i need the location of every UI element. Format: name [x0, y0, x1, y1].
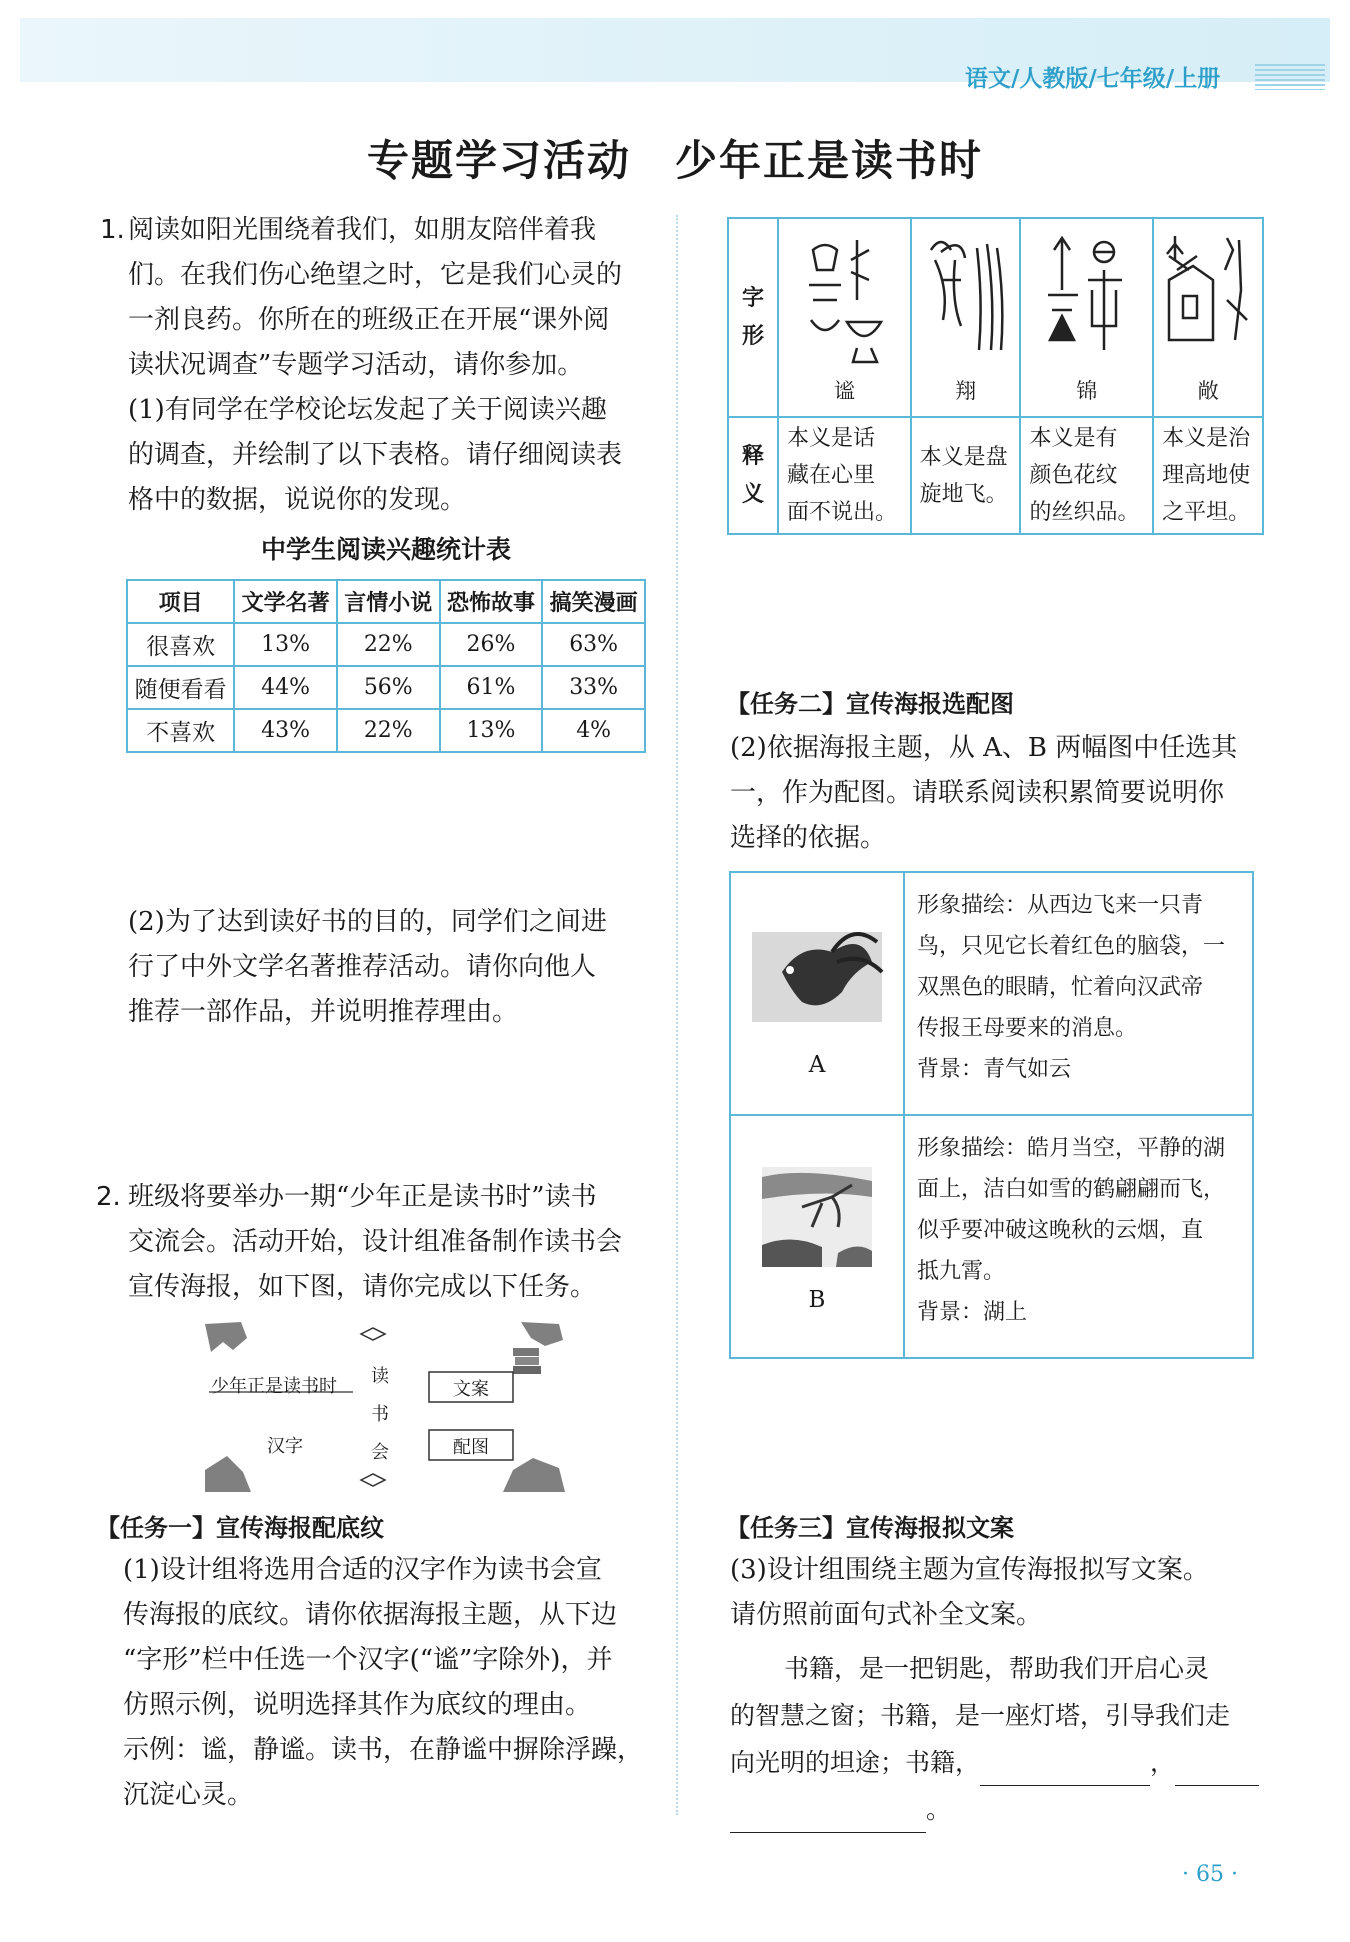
table-cell: 44% [234, 666, 337, 709]
poster-box-wenan: 文案 [453, 1379, 489, 1400]
corner-foliage [205, 1322, 247, 1352]
corner-foliage [521, 1322, 563, 1346]
corner-foliage [205, 1456, 251, 1492]
image-options-table [729, 871, 1254, 1359]
row-head-char: 义 [741, 481, 764, 507]
task1-heading: 【任务一】宣传海报配底纹 [96, 1514, 384, 1542]
glyph-char: 敞 [1197, 379, 1219, 403]
breadcrumb: 语文/人教版/七年级/上册 [965, 66, 1221, 92]
definition-line: 本义是治 [1162, 426, 1251, 451]
table-cell: 61% [440, 666, 543, 709]
open-book-icon [361, 1328, 385, 1340]
table-title: 中学生阅读兴趣统计表 [260, 535, 511, 564]
book-stack-icon [515, 1357, 539, 1365]
task1-line: 示例：谧，静谧。读书，在静谧中摒除浮躁， [123, 1735, 644, 1765]
task3-example [730, 1645, 1270, 1833]
glyph-row [728, 218, 1263, 417]
glyph-char: 翔 [955, 379, 977, 403]
poster-diagram [203, 1320, 565, 1495]
row-label: 很喜欢 [127, 623, 234, 666]
table-header-row [127, 580, 645, 623]
table-header-cell: 言情小说 [337, 580, 440, 623]
option-line: 背景：青气如云 [917, 1057, 1072, 1082]
task1-line: (1)设计组将选用合适的汉字作为读书会宣 [123, 1555, 602, 1585]
glyph-table [727, 217, 1264, 535]
task3-fill-line [730, 1739, 1270, 1786]
fill-period: 。 [926, 1795, 952, 1824]
task1-line: “字形”栏中任选一个汉字(“谧”字除外)，并 [123, 1645, 613, 1675]
definition-line: 理高地使 [1162, 463, 1251, 488]
task3-example-line: 书籍，是一把钥匙，帮助我们开启心灵 [784, 1654, 1210, 1683]
option-line: 抵九霄。 [917, 1259, 1006, 1284]
row-head-char: 释 [741, 443, 764, 469]
option-description [904, 1115, 1253, 1358]
task3-line: 请仿照前面句式补全文案。 [730, 1600, 1043, 1630]
table-cell: 4% [542, 709, 645, 752]
fill-comma: ， [1150, 1748, 1176, 1777]
header-stripes [1255, 64, 1325, 90]
q2-number: 2. [96, 1182, 121, 1212]
q1-p2-line: 推荐一部作品，并说明推荐理由。 [128, 997, 519, 1027]
poster-vertical-char: 读 [371, 1366, 389, 1387]
definition-line: 的丝织品。 [1029, 500, 1140, 525]
definition-line: 藏在心里 [787, 463, 876, 488]
option-row-a [730, 872, 1253, 1115]
glyph-row-head [728, 218, 778, 417]
poster-left-title: 少年正是读书时 [211, 1376, 337, 1397]
q1-p2-line: (2)为了达到读好书的目的，同学们之间进 [128, 907, 607, 937]
definition-line: 本义是话 [787, 426, 876, 451]
task1-line: 传海报的底纹。请你依据海报主题，从下边 [123, 1600, 618, 1630]
seal-glyph-mi [799, 230, 889, 370]
glyph-cell-jin [1020, 218, 1153, 417]
seal-glyph-jin [1042, 230, 1132, 370]
table-cell: 43% [234, 709, 337, 752]
corner-foliage [503, 1458, 565, 1492]
option-image-cell [730, 872, 904, 1115]
option-line: 双黑色的眼睛，忙着向汉武帝 [917, 975, 1204, 1000]
seal-glyph-xiang [921, 230, 1011, 370]
table-row [127, 623, 645, 666]
q2-intro-line: 宣传海报，如下图，请你完成以下任务。 [128, 1272, 597, 1302]
poster-vertical-char: 会 [371, 1442, 389, 1463]
definition-line: 面不说出。 [787, 500, 898, 525]
option-description [904, 872, 1253, 1115]
column-divider [676, 215, 678, 1815]
q2-intro-line: 班级将要举办一期“少年正是读书时”读书 [128, 1182, 597, 1212]
table-cell: 22% [337, 709, 440, 752]
definition-cell [778, 417, 911, 534]
answer-blank[interactable] [730, 1802, 926, 1833]
table-header-cell: 恐怖故事 [440, 580, 543, 623]
task3-heading: 【任务三】宣传海报拟文案 [726, 1514, 1014, 1542]
row-label: 不喜欢 [127, 709, 234, 752]
table-row [127, 709, 645, 752]
poster-box-peitu: 配图 [453, 1437, 489, 1458]
q1-p1-line: (1)有同学在学校论坛发起了关于阅读兴趣 [128, 395, 607, 425]
page-number: · 65 · [1182, 1862, 1238, 1887]
option-label: B [808, 1287, 826, 1313]
poster-vertical-char: 书 [371, 1404, 389, 1425]
bluebird-image [742, 902, 892, 1052]
option-line: 形象描绘：从西边飞来一只青 [917, 893, 1204, 918]
interest-table [126, 579, 646, 753]
task3-body [730, 1548, 1275, 1638]
definition-line: 本义是有 [1029, 426, 1118, 451]
seal-glyph-chang [1163, 230, 1253, 370]
option-line: 似乎要冲破这晚秋的云烟，直 [917, 1218, 1204, 1243]
glyph-cell-chang [1153, 218, 1263, 417]
q1-number: 1. [100, 215, 125, 245]
q1-intro-line: 们。在我们伤心绝望之时，它是我们心灵的 [128, 260, 623, 290]
q1-intro [128, 208, 668, 523]
task2-heading: 【任务二】宣传海报选配图 [726, 690, 1014, 718]
open-book-icon [361, 1474, 385, 1486]
option-row-b [730, 1115, 1253, 1358]
table-header-cell: 搞笑漫画 [542, 580, 645, 623]
definition-row [728, 417, 1263, 534]
definition-row-head [728, 417, 778, 534]
option-line: 传报王母要来的消息。 [917, 1016, 1138, 1041]
task1-line: 沉淀心灵。 [123, 1780, 254, 1810]
answer-blank[interactable] [1175, 1755, 1259, 1786]
option-line: 背景：湖上 [917, 1300, 1028, 1325]
book-stack-icon [513, 1348, 539, 1356]
table-cell: 22% [337, 623, 440, 666]
definition-line: 之平坦。 [1162, 500, 1251, 525]
q2-intro [128, 1175, 668, 1310]
option-line: 鸟，只见它长着红色的脑袋，一 [917, 934, 1226, 959]
table-cell: 56% [337, 666, 440, 709]
fill-prefix: 向光明的坦途；书籍， [730, 1748, 981, 1777]
task2-line: 一，作为配图。请联系阅读积累简要说明你 [730, 778, 1225, 808]
row-head-char: 字 [741, 285, 764, 311]
table-header-cell: 文学名著 [234, 580, 337, 623]
page-title: 专题学习活动 少年正是读书时 [366, 136, 983, 185]
task3-line: (3)设计组围绕主题为宣传海报拟写文案。 [730, 1555, 1209, 1585]
q1-p2-line: 行了中外文学名著推荐活动。请你向他人 [128, 952, 597, 982]
row-head-char: 形 [741, 323, 764, 349]
q1-p1-line: 格中的数据，说说你的发现。 [128, 485, 467, 515]
option-line: 形象描绘：皓月当空，平静的湖 [917, 1136, 1226, 1161]
glyph-cell-mi [778, 218, 911, 417]
definition-line: 颜色花纹 [1029, 463, 1118, 488]
q1-p2 [128, 900, 668, 1035]
glyph-char: 锦 [1076, 379, 1098, 403]
option-line: 面上，洁白如雪的鹤翩翩而飞， [917, 1177, 1226, 1202]
q1-intro-line: 阅读如阳光围绕着我们，如朋友陪伴着我 [128, 215, 597, 245]
task1-body [123, 1548, 668, 1818]
book-stack-icon [513, 1366, 541, 1374]
task1-line: 仿照示例，说明选择其作为底纹的理由。 [123, 1690, 592, 1720]
table-cell: 63% [542, 623, 645, 666]
crane-image [742, 1137, 892, 1287]
table-cell: 26% [440, 623, 543, 666]
q1-p1-line: 的调查，并绘制了以下表格。请仔细阅读表 [128, 440, 623, 470]
glyph-char: 谧 [833, 379, 855, 403]
q1-intro-line: 一剂良药。你所在的班级正在开展“课外阅 [128, 305, 610, 335]
row-label: 随便看看 [127, 666, 234, 709]
table-cell: 33% [542, 666, 645, 709]
glyph-cell-xiang [911, 218, 1021, 417]
definition-line: 本义是盘 [919, 444, 1008, 470]
answer-blank[interactable] [980, 1755, 1150, 1786]
table-cell: 13% [234, 623, 337, 666]
table-cell: 13% [440, 709, 543, 752]
task2-body [730, 726, 1270, 861]
task3-example-line: 的智慧之窗；书籍，是一座灯塔，引导我们走 [730, 1701, 1231, 1730]
definition-cell [1153, 417, 1263, 534]
table-header-cell: 项目 [127, 580, 234, 623]
poster-hanzi: 汉字 [267, 1436, 303, 1457]
q1-intro-line: 读状况调查”专题学习活动，请你参加。 [128, 350, 584, 380]
definition-line: 旋地飞。 [919, 481, 1008, 507]
option-label: A [808, 1052, 826, 1078]
task2-line: 选择的依据。 [730, 823, 887, 853]
table-row [127, 666, 645, 709]
task3-fill-line [730, 1786, 1270, 1833]
definition-cell [1020, 417, 1153, 534]
task2-line: (2)依据海报主题，从 A、B 两幅图中任选其 [730, 733, 1238, 763]
q2-intro-line: 交流会。活动开始，设计组准备制作读书会 [128, 1227, 623, 1257]
definition-cell [911, 417, 1021, 534]
option-image-cell [730, 1115, 904, 1358]
